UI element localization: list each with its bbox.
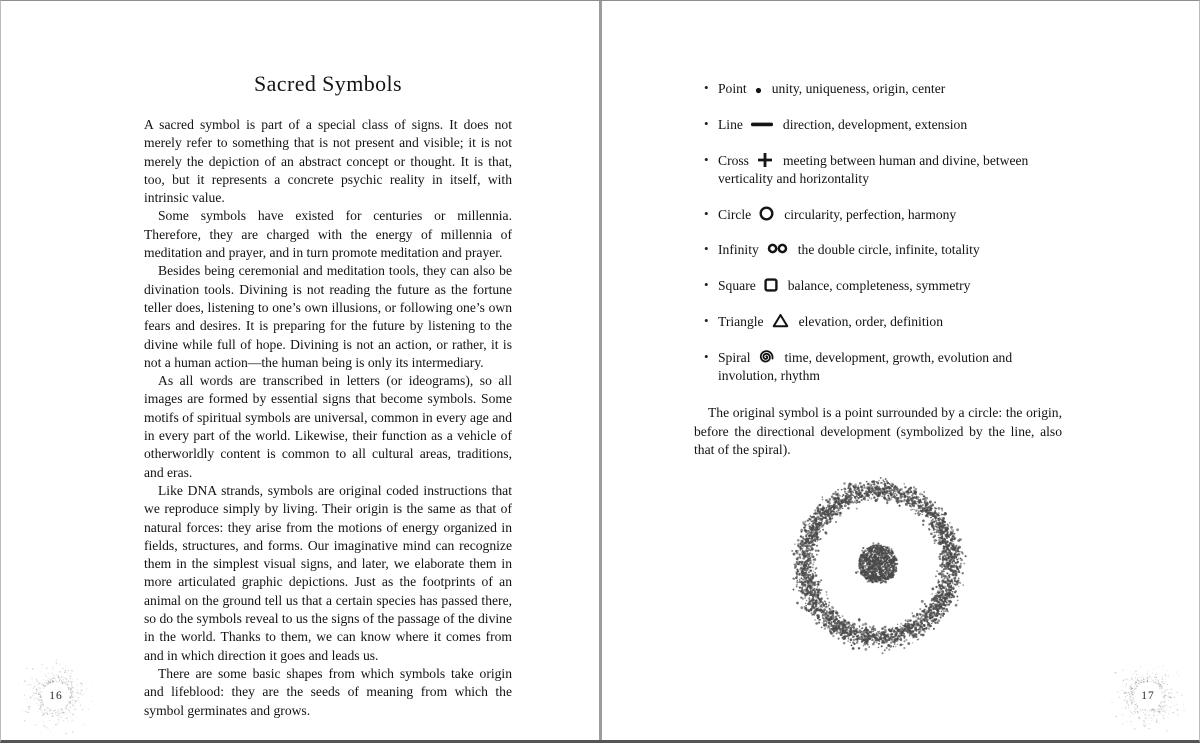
bullet-marker: • <box>704 80 709 95</box>
symbol-term: Cross <box>718 152 749 168</box>
square-outline-icon <box>764 278 778 292</box>
symbol-term: Circle <box>718 206 752 222</box>
symbol-term: Triangle <box>718 314 764 330</box>
symbol-term: Line <box>718 116 743 132</box>
list-item-square <box>694 277 1062 295</box>
list-item-cross <box>694 152 1062 189</box>
bullet-marker: • <box>704 241 709 257</box>
page-number-left <box>18 658 94 734</box>
spiral-icon <box>758 349 774 365</box>
chapter-title: Sacred Symbols <box>254 71 402 96</box>
symbol-list <box>694 80 1062 385</box>
symbol-meaning: unity, uniqueness, origin, center <box>771 81 946 96</box>
symbol-meaning: time, development, growth, evolution and involution, rhythm <box>718 349 1013 384</box>
body-paragraph: As all words are transcribed in letters (or ideograms), so all images are formed by essential signs that become symbols. Some motifs of spiritual symbols are universal, common in every age and in every part of the world. Likewise, their function as a vehicle of otherworldly content is common to all cultural areas, traditions, and eras. <box>144 373 512 480</box>
symbol-term: Infinity <box>718 242 759 258</box>
cross-plus-icon <box>757 152 773 168</box>
symbol-meaning: balance, completeness, symmetry <box>787 278 971 294</box>
list-item-line <box>694 116 1062 134</box>
right-text-column <box>694 80 1062 661</box>
page-gutter-divider <box>599 1 602 740</box>
page-number-label: 17 <box>1141 690 1155 702</box>
list-item-triangle <box>694 313 1062 331</box>
symbol-term: Spiral <box>718 349 751 365</box>
triangle-outline-icon <box>772 313 789 328</box>
body-paragraph: Besides being ceremonial and meditation tools, they can also be divination tools. Divining is not reading the future as the fortune teller does, listening to one’s own illusions, or following one’s own fears and desires. It is preparing for the future by listening to the divine while full of hope. Divining is not an action, or rather, it is not a human action—the human being is only its intermediary. <box>144 263 512 370</box>
symbol-meaning: the double circle, infinite, totality <box>797 242 980 258</box>
body-paragraph: Like DNA strands, symbols are original coded instructions that we reproduce simply by living. Their origin is the same as that of natural forces: they arise from the motions of energy organized in fields, structures, and forms. Our imaginative mind can recognize them in the simplest visual signs, and later, we elaborate them in more articulated graphic depictions. Just as the footprints of an animal on the ground tell us that a certain species has passed there, so do the symbols reveal to us the signs of the passage of the divine in the world. Thanks to them, we can know where it comes from and in which direction it goes and leads us. <box>144 482 512 663</box>
bullet-marker: • <box>704 115 709 131</box>
symbol-meaning: meeting between human and divine, between verticality and horizontality <box>718 152 1029 186</box>
body-paragraph: There are some basic shapes from which symbols take origin and lifeblood: they are the seeds of meaning from which the symbol germinates and grows. <box>144 665 512 718</box>
bullet-marker: • <box>704 277 709 293</box>
bullet-marker: • <box>704 313 709 329</box>
body-paragraph: A sacred symbol is part of a special class of signs. It does not merely refer to something that is not present and visible; it is not merely the depiction of an abstract concept or thought. It is that, too, but it represents a concrete psychic reality in itself, with intrinsic value. <box>144 117 512 206</box>
closing-paragraph: The original symbol is a point surrounded by a circle: the origin, before the directional development (symbolized by the line, also that of the spiral). <box>694 405 1062 458</box>
symbol-meaning: elevation, order, definition <box>798 314 943 330</box>
bullet-marker: • <box>704 205 709 221</box>
symbol-term: Square <box>718 278 756 294</box>
horizontal-line-icon <box>751 122 773 127</box>
bullet-marker: • <box>704 348 709 364</box>
list-item-circle <box>694 206 1062 224</box>
stippled-circle-image <box>787 473 969 655</box>
symbol-term: Point <box>718 81 747 96</box>
body-paragraph: Some symbols have existed for centuries or millennia. Therefore, they are charged with the energy of millennia of meditation and prayer, and in turn promote meditation and prayer. <box>144 208 512 261</box>
symbol-meaning: circularity, perfection, harmony <box>784 206 957 222</box>
infinity-icon <box>767 243 788 254</box>
bullet-marker: • <box>704 151 709 167</box>
list-item-infinity <box>694 241 1062 259</box>
left-text-column <box>144 116 512 720</box>
list-item-point <box>694 80 1062 98</box>
symbol-meaning: direction, development, extension <box>782 116 968 132</box>
page-number-label: 16 <box>49 690 63 702</box>
point-dot-icon <box>755 87 762 94</box>
page-number-right <box>1110 658 1186 734</box>
point-in-circle-illustration <box>694 473 1062 660</box>
list-item-spiral <box>694 349 1062 386</box>
circle-outline-icon <box>759 206 774 221</box>
